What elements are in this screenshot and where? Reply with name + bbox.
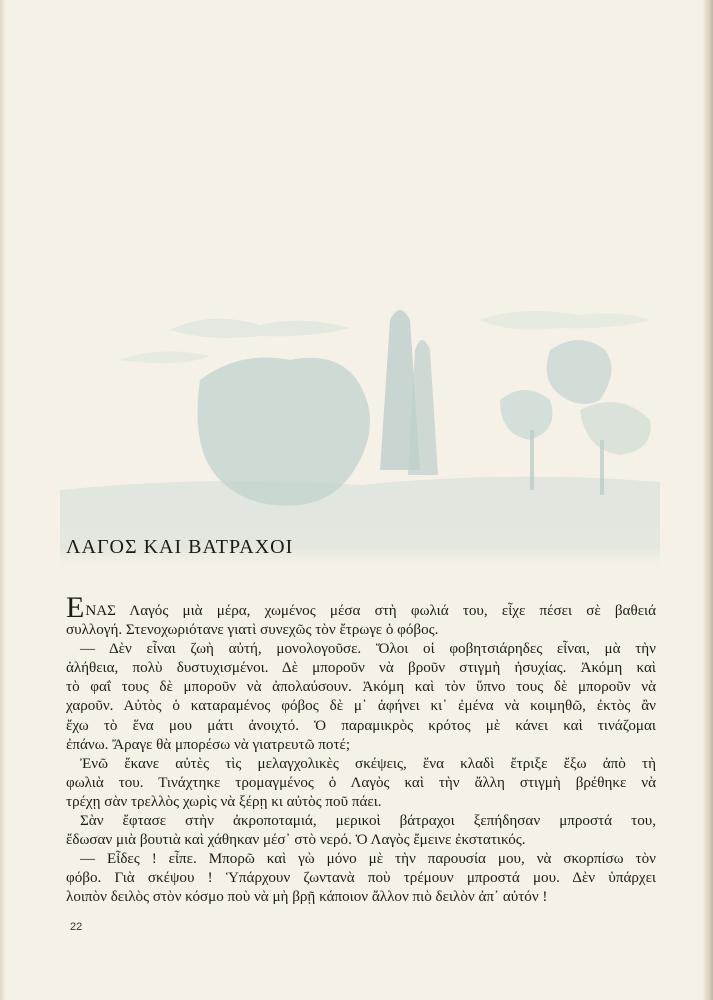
text-line: ΕΝΑΣ Λαγός μιὰ μέρα, χωμένος μέσα στὴ φωλιά του, εἶχε πέσει σὲ βαθειά (66, 591, 656, 624)
text-line: — Δὲν εἶναι ζωὴ αὐτή, μονολογοῦσε. Ὅλοι οἱ φοβητσιάρηδες εἶναι, μὰ τὴν (80, 641, 656, 658)
text-line: ἐπάνω. Ἄραγε θὰ μπορέσω νὰ γιατρευτῶ ποτέ; (66, 736, 351, 753)
text-line: ἀλήθεια, πολὺ δυστυχισμένοι. Δὲ μποροῦν νὰ βροῦν στιγμὴ ἡσυχίας. Ἀκόμη καὶ (66, 660, 656, 677)
drop-cap: Ε (66, 591, 85, 624)
paragraph-4 (66, 812, 656, 850)
text-line: συλλογή. Στενοχωριότανε γιατὶ συνεχῶς τὸν ἔτρωγε ὁ φόβος. (66, 622, 439, 639)
text-line: ἔχω τὸ ἕνα μου μάτι ἀνοιχτό. Ὁ παραμικρὸς κρότος μὲ κάνει καὶ τινάζομαι (66, 717, 656, 734)
page-number: 22 (70, 921, 83, 933)
text-line: Ἐνῶ ἔκανε αὐτὲς τὶς μελαγχολικὲς σκέψεις, ἕνα κλαδὶ ἔτριξε ἔξω ἀπὸ τὴ (80, 755, 656, 772)
text-line: Σὰν ἔφτασε στὴν ἀκροποταμιά, μερικοὶ βάτραχοι ξεπήδησαν μπροστά του, (80, 813, 656, 830)
text-line: φόβο. Γιὰ σκέψου ! Ὑπάρχουν ζωντανὰ ποὺ τρέμουν μπροστά μου. Δὲν ὑπάρχει (66, 870, 656, 887)
story-title: ΛΑΓΟΣ ΚΑΙ ΒΑΤΡΑΧΟΙ (66, 536, 294, 558)
text-line: ἔδωσαν μιὰ βουτιὰ καὶ χάθηκαν μέσ᾿ στὸ νερό. Ὁ Λαγὸς ἔμεινε ἐκστατικός. (66, 832, 526, 849)
text-line: φωλιὰ του. Τινάχτηκε τρομαγμένος ὁ Λαγὸς καὶ τὴν ἄλλη στιγμὴ βρέθηκε νὰ (66, 774, 656, 791)
paragraph-5 (66, 850, 656, 907)
text-line: — Εἶδες ! εἶπε. Μπορῶ καὶ γὼ μόνο μὲ τὴν παρουσία μου, νὰ σκορπίσω τὸν (80, 851, 656, 868)
text-line: λοιπὸν δειλὸς στὸν κόσμο ποὺ νὰ μὴ βρῇ κάποιον ἄλλον πιὸ δειλὸν ἀπ᾿ αὐτόν ! (66, 889, 548, 906)
text-line: χαροῦν. Αὐτὸς ὁ καταραμένος φόβος δὲ μ᾿ ἀφήνει κι᾿ ἐμένα νὰ κοιμηθῶ, ἐκτὸς ἂν (66, 698, 656, 715)
text-line: τρέχῃ σὰν τρελλὸς χωρὶς νὰ ξέρῃ κι αὐτὸς ποῦ πάει. (66, 793, 382, 810)
story-body (66, 591, 656, 908)
paragraph-3 (66, 755, 656, 812)
faded-landscape-illustration (60, 290, 660, 570)
page-left-edge (0, 0, 6, 1000)
text-line: τὸ φαΐ τους δὲ μποροῦν νὰ ἀπολαύσουν. Ἀκόμη καὶ τὸν ὕπνο τους δὲ μποροῦν νὰ (66, 679, 656, 696)
paragraph-2 (66, 640, 656, 755)
page-right-edge (703, 0, 713, 1000)
paragraph-1 (66, 591, 656, 640)
